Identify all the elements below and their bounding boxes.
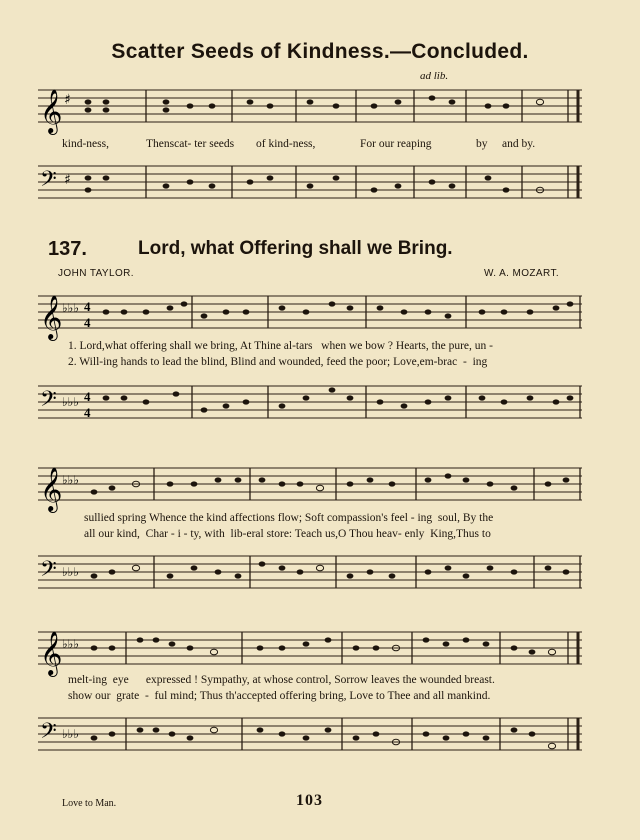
svg-text:♭♭♭: ♭♭♭ [62,637,79,651]
hymn-author: JOHN TAYLOR. [58,268,134,279]
system2-treble-staff [0,458,640,514]
system2-verse1: sullied spring Whence the kind affections flow; Soft compassion's feel - ing soul, By the [84,512,494,524]
system1-treble-staff [0,286,640,342]
svg-text:𝄞: 𝄞 [40,467,63,511]
svg-text:𝄢: 𝄢 [40,387,57,417]
svg-text:♭♭♭: ♭♭♭ [62,301,79,315]
svg-text:𝄢: 𝄢 [40,557,57,587]
svg-text:𝄞: 𝄞 [40,89,63,133]
system1-bass-staff [0,376,640,432]
svg-text:4: 4 [84,389,91,404]
svg-text:𝄢: 𝄢 [40,719,57,749]
system2-verse2: all our kind, Char - i - ty, with lib-eral store: Teach us,O Thou heav- enly King,Thus to [84,528,491,540]
top-bass-staff [0,156,640,216]
system3-treble-staff [0,622,640,678]
svg-text:4: 4 [84,315,91,330]
system1-verse1: 1. Lord,what offering shall we bring, At Thine al-tars when we bow ? Hearts, the pure, un - [68,340,493,352]
svg-text:♭♭♭: ♭♭♭ [62,395,79,409]
svg-text:4: 4 [84,299,91,314]
svg-text:♯: ♯ [64,172,71,188]
svg-text:4: 4 [84,405,91,420]
svg-text:♭♭♭: ♭♭♭ [62,727,79,741]
top-treble-staff [0,80,640,140]
hymn-title: Lord, what Offering shall we Bring. [138,238,453,259]
system1-verse2: 2. Will-ing hands to lead the blind, Blind and wounded, feed the poor; Love,em-brac - ing [68,356,488,368]
footer-topic: Love to Man. [62,798,117,809]
system2-bass-staff [0,546,640,602]
svg-text:♯: ♯ [64,92,71,108]
system3-bass-staff [0,708,640,764]
top-hymn-lyric-5: by [476,138,488,150]
tempo-mark: ad lib. [420,70,449,82]
system3-verse1: melt-ing eye expressed ! Sympathy, at whose control, Sorrow leaves the wounded breast. [68,674,495,686]
svg-text:♭♭♭: ♭♭♭ [62,565,79,579]
hymn-composer: W. A. MOZART. [484,268,560,279]
top-hymn-lyric-2: Thenscat- ter seeds [146,138,235,150]
svg-text:𝄢: 𝄢 [40,167,57,197]
hymn-number: 137. [48,238,87,260]
svg-text:𝄞: 𝄞 [40,631,63,675]
top-hymn-lyric-6: and by. [502,138,536,150]
page-number: 103 [296,792,323,809]
svg-text:♭♭♭: ♭♭♭ [62,473,79,487]
top-hymn-title: Scatter Seeds of Kindness.—Concluded. [111,40,529,63]
top-hymn-lyric-1: kind-ness, [62,138,109,150]
top-hymn-lyric-4: For our reaping [360,138,432,150]
top-hymn-lyric-3: of kind-ness, [256,138,316,150]
system3-verse2: show our grate - ful mind; Thus th'accepted offering bring, Love to Thee and all mankind. [68,690,491,702]
svg-text:𝄞: 𝄞 [40,295,63,339]
